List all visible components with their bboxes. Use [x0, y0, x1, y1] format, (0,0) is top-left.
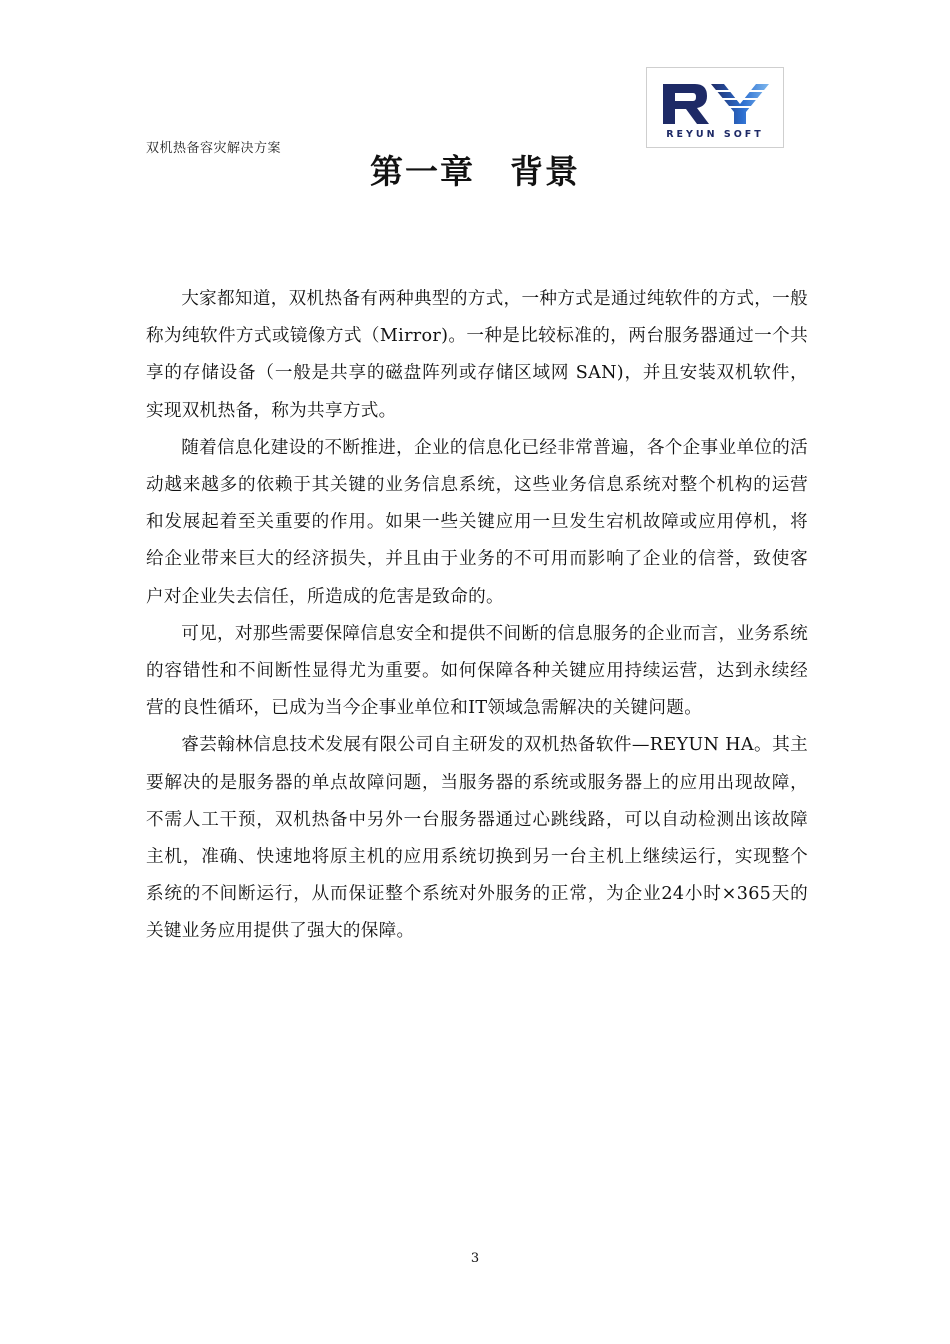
paragraph-2: 随着信息化建设的不断推进，企业的信息化已经非常普遍，各个企事业单位的活动越来越多的依赖于其关键的业务信息系统，这些业务信息系统对整个机构的运营和发展起着至关重要的作用。如果一些关键应用一旦发生宕机故障或应用停机，将给企业带来巨大的经济损失，并且由于业务的不可用而影响了企业的信誉，致使客户对企业失去信任，所造成的危害是致命的。: [146, 437, 808, 607]
paragraph-3: 可见，对那些需要保障信息安全和提供不间断的信息服务的企业而言，业务系统的容错性和不间断性显得尤为重要。如何保障各种关键应用持续运营，达到永续经营的良性循环，已成为当今企事业单位和IT领域急需解决的关键问题。: [146, 623, 808, 719]
logo-ry-mark-icon: [647, 68, 783, 128]
document-header-title: 双机热备容灾解决方案: [146, 141, 282, 156]
chapter-title: 第一章 背景: [370, 152, 580, 191]
body-text: [146, 281, 808, 951]
paragraph-1: 大家都知道，双机热备有两种典型的方式，一种方式是通过纯软件的方式，一般称为纯软件方式或镜像方式（Mirror)。一种是比较标准的，两台服务器通过一个共享的存储设备（一般是共享的磁盘阵列或存储区域网 SAN)，并且安装双机软件，实现双机热备，称为共享方式。: [146, 289, 808, 421]
page-number: 3: [470, 1251, 480, 1266]
company-logo: [646, 67, 784, 148]
paragraph-4: 睿芸翰林信息技术发展有限公司自主研发的双机热备软件—REYUN HA。其主要解决的是服务器的单点故障问题，当服务器的系统或服务器上的应用出现故障，不需人工干预，双机热备中另外一台服务器通过心跳线路，可以自动检测出该故障主机，准确、快速地将原主机的应用系统切换到另一台主机上继续运行，实现整个系统的不间断运行，从而保证整个系统对外服务的正常，为企业24小时×365天的关键业务应用提供了强大的保障。: [146, 735, 808, 942]
logo-wordmark: REYUN SOFT: [666, 129, 764, 140]
